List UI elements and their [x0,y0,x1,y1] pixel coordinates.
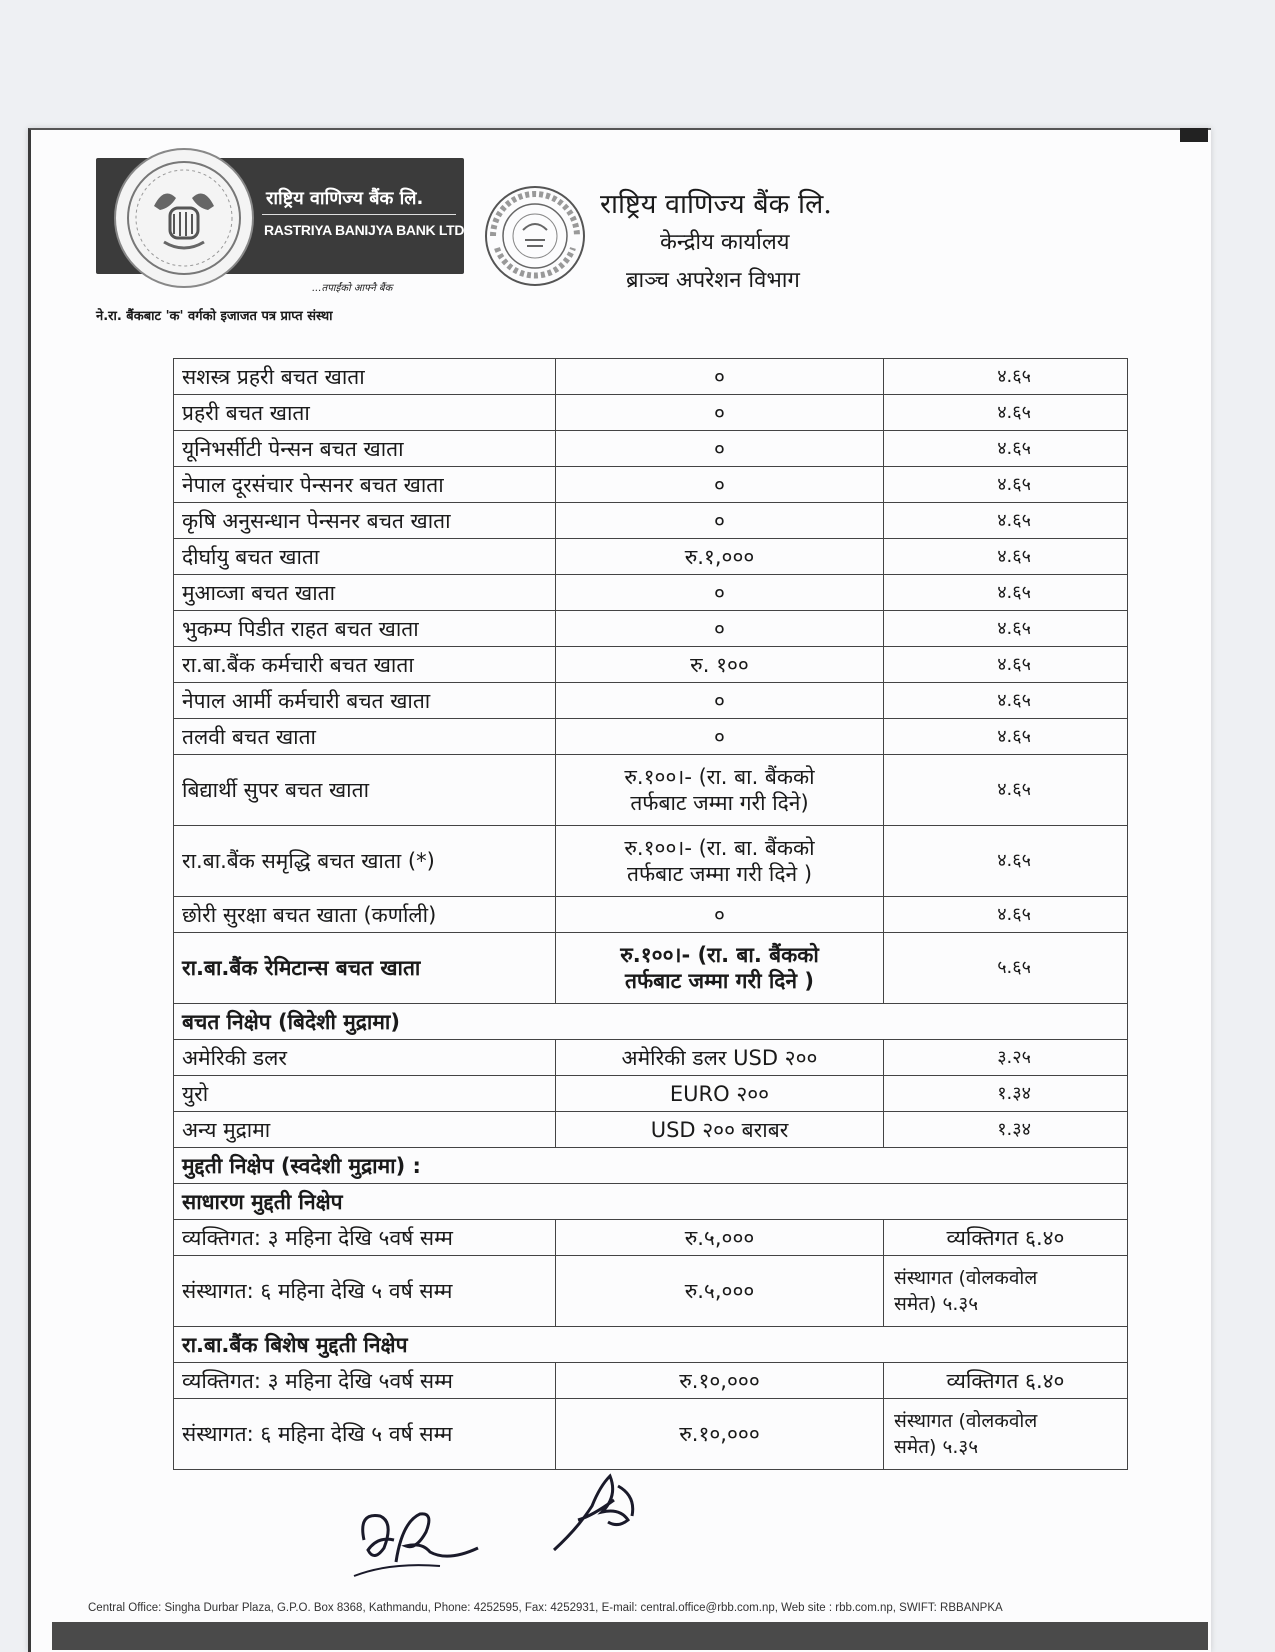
minimum-balance: ० [556,897,884,933]
logo-divider [262,214,456,215]
table-row [174,897,1128,933]
empty-cell [884,1327,1128,1363]
table-row [174,1256,1128,1327]
currency-name: अमेरिकी डलर [174,1040,556,1076]
interest-rate: ४.६५ [884,467,1128,503]
account-name: बिद्यार्थी सुपर बचत खाता [174,755,556,826]
bank-name-english: RASTRIYA BANIJYA BANK LTD. [264,222,468,238]
minimum-balance: ० [556,719,884,755]
interest-rate: १.३४ [884,1076,1128,1112]
minimum-balance: रु.५,००० [556,1220,884,1256]
minimum-balance-line: तर्फबाट जम्मा गरी दिने ) [625,969,814,993]
minimum-balance: USD २०० बराबर [556,1112,884,1148]
bank-name-nepali: राष्ट्रिय वाणिज्य बैंक लि. [266,188,424,209]
table-row [174,503,1128,539]
interest-rate-table [173,358,1128,1470]
empty-cell [884,1184,1128,1220]
interest-rate: ४.६५ [884,503,1128,539]
account-name: कृषि अनुसन्धान पेन्सनर बचत खाता [174,503,556,539]
minimum-balance: रु. १०० [556,647,884,683]
account-name: रा.बा.बैंक कर्मचारी बचत खाता [174,647,556,683]
bank-emblem-icon [114,148,254,288]
office-name: केन्द्रीय कार्यालय [660,230,790,255]
table-row [174,1220,1128,1256]
bank-tagline: ...तपाईंको आफ्नै बैंक [312,283,393,294]
table-row [174,431,1128,467]
section-heading-row [174,1004,1128,1040]
account-name: रा.बा.बैंक समृद्धि बचत खाता (*) [174,826,556,897]
signature-1 [350,1492,490,1582]
empty-cell [556,1184,884,1220]
table-row [174,647,1128,683]
minimum-balance: रु.१०,००० [556,1363,884,1399]
interest-rate [884,1399,1128,1470]
minimum-balance-line: तर्फबाट जम्मा गरी दिने ) [626,862,813,886]
interest-rate: ४.६५ [884,683,1128,719]
empty-cell [884,1148,1128,1184]
interest-rate-line: संस्थागत (वोलकवोल [894,1410,1038,1432]
table-row [174,575,1128,611]
document-title: राष्ट्रिय वाणिज्य बैंक लि. [600,189,832,220]
interest-rate-line: समेत) ५.३५ [894,1293,979,1315]
table-row [174,933,1128,1004]
minimum-balance-line: रु.१००।- (रा. बा. बैंकको [624,836,815,860]
section-heading: बचत निक्षेप (बिदेशी मुद्रामा) [174,1004,556,1040]
interest-rate: ४.६५ [884,647,1128,683]
currency-name: अन्य मुद्रामा [174,1112,556,1148]
table-row [174,611,1128,647]
interest-rate: ४.६५ [884,897,1128,933]
account-name: दीर्घायु बचत खाता [174,539,556,575]
interest-rate: ४.६५ [884,611,1128,647]
minimum-balance [556,826,884,897]
interest-rate: ४.६५ [884,719,1128,755]
table-row [174,1076,1128,1112]
minimum-balance-line: रु.१००।- (रा. बा. बैंकको [620,943,819,967]
deposit-term: संस्थागत: ६ महिना देखि ५ वर्ष सम्म [174,1399,556,1470]
interest-rate: ४.६५ [884,431,1128,467]
interest-rate: ४.६५ [884,575,1128,611]
empty-cell [556,1004,884,1040]
account-name: यूनिभर्सीटी पेन्सन बचत खाता [174,431,556,467]
interest-rate: ४.६५ [884,395,1128,431]
minimum-balance-line: रु.१००।- (रा. बा. बैंकको [624,765,815,789]
account-name: मुआव्जा बचत खाता [174,575,556,611]
subsection-heading: साधारण मुद्दती निक्षेप [174,1184,556,1220]
account-name: छोरी सुरक्षा बचत खाता (कर्णाली) [174,897,556,933]
interest-rate: ४.६५ [884,539,1128,575]
table-row [174,826,1128,897]
account-name: भुकम्प पिडीत राहत बचत खाता [174,611,556,647]
account-name: रा.बा.बैंक रेमिटान्स बचत खाता [174,933,556,1004]
section-heading-row [174,1184,1128,1220]
footer-bar [52,1622,1208,1650]
minimum-balance: ० [556,683,884,719]
minimum-balance: ० [556,359,884,395]
interest-rate [884,1256,1128,1327]
account-name: नेपाल आर्मी कर्मचारी बचत खाता [174,683,556,719]
table-row [174,1112,1128,1148]
table-row [174,1399,1128,1470]
account-name: तलवी बचत खाता [174,719,556,755]
subsection-heading: रा.बा.बैंक बिशेष मुद्दती निक्षेप [174,1327,556,1363]
section-heading-row [174,1327,1128,1363]
minimum-balance: ० [556,467,884,503]
table-row [174,539,1128,575]
table-row [174,755,1128,826]
deposit-term: संस्थागत: ६ महिना देखि ५ वर्ष सम्म [174,1256,556,1327]
page-edge-mark [1180,128,1208,142]
deposit-term: व्यक्तिगत: ३ महिना देखि ५वर्ष सम्म [174,1220,556,1256]
footer-contact: Central Office: Singha Durbar Plaza, G.P.O. Box 8368, Kathmandu, Phone: 4252595, Fax: 4252931, E-mail: central.office@rbb.com.np, Web site : rbb.com.np, SWIFT: RBBANPKA [88,1602,1003,1614]
table-row [174,395,1128,431]
minimum-balance: रु.५,००० [556,1256,884,1327]
section-heading: मुद्दती निक्षेप (स्वदेशी मुद्रामा) : [174,1148,556,1184]
interest-rate: १.३४ [884,1112,1128,1148]
interest-rate: ५.६५ [884,933,1128,1004]
empty-cell [556,1148,884,1184]
minimum-balance: EURO २०० [556,1076,884,1112]
signature-2 [548,1466,648,1556]
table-row [174,467,1128,503]
minimum-balance: अमेरिकी डलर USD २०० [556,1040,884,1076]
office-seal-stamp [483,184,587,288]
table-row [174,1040,1128,1076]
minimum-balance: रु.१०,००० [556,1399,884,1470]
interest-rate: व्यक्तिगत ६.४० [884,1363,1128,1399]
currency-name: युरो [174,1076,556,1112]
table-row [174,719,1128,755]
minimum-balance: ० [556,395,884,431]
minimum-balance [556,755,884,826]
interest-rate: व्यक्तिगत ६.४० [884,1220,1128,1256]
interest-rate: ४.६५ [884,826,1128,897]
interest-rate-line: संस्थागत (वोलकवोल [894,1267,1038,1289]
minimum-balance: ० [556,611,884,647]
interest-rate-line: समेत) ५.३५ [894,1436,979,1458]
table-row [174,1363,1128,1399]
interest-rate: ४.६५ [884,359,1128,395]
table-row [174,683,1128,719]
minimum-balance-line: तर्फबाट जम्मा गरी दिने) [630,791,809,815]
license-note: ने.रा. बैंकबाट 'क' वर्गको इजाजत पत्र प्राप्त संस्था [96,309,333,324]
table-row [174,359,1128,395]
account-name: प्रहरी बचत खाता [174,395,556,431]
empty-cell [556,1327,884,1363]
section-heading-row [174,1148,1128,1184]
minimum-balance: रु.१,००० [556,539,884,575]
account-name: सशस्त्र प्रहरी बचत खाता [174,359,556,395]
minimum-balance: ० [556,503,884,539]
interest-rate: ४.६५ [884,755,1128,826]
empty-cell [884,1004,1128,1040]
minimum-balance: ० [556,431,884,467]
department-name: ब्राञ्च अपरेशन विभाग [626,268,800,293]
interest-rate: ३.२५ [884,1040,1128,1076]
minimum-balance [556,933,884,1004]
account-name: नेपाल दूरसंचार पेन्सनर बचत खाता [174,467,556,503]
deposit-term: व्यक्तिगत: ३ महिना देखि ५वर्ष सम्म [174,1363,556,1399]
minimum-balance: ० [556,575,884,611]
